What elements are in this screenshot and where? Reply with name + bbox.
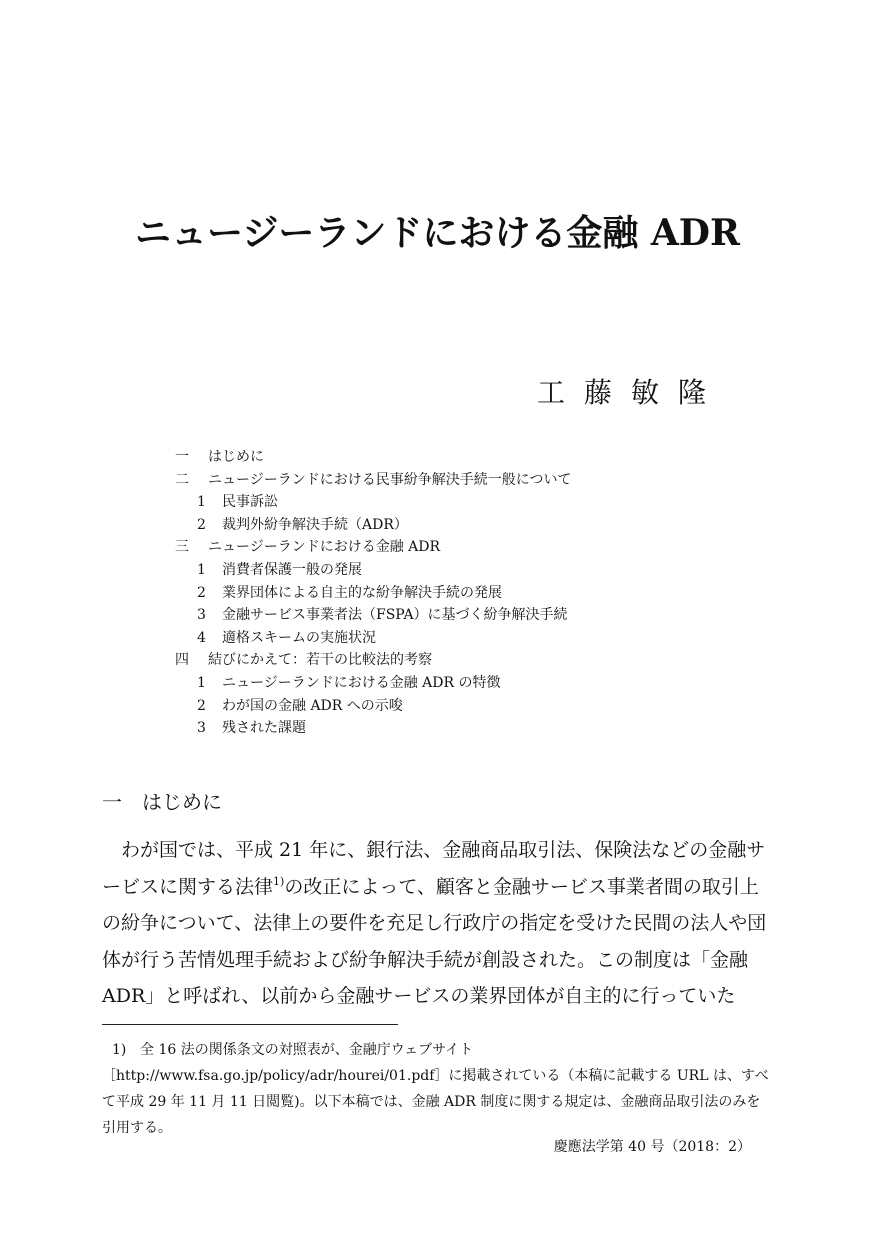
footnote — [102, 1037, 774, 1141]
toc-subentry — [175, 695, 775, 718]
toc-label: 残された課題 — [222, 720, 306, 737]
body-paragraph — [102, 832, 772, 1015]
paper-title: ニュージーランドにおける金融 ADR — [135, 212, 740, 254]
toc-number: 3 — [197, 720, 206, 737]
toc-entry — [175, 469, 775, 492]
toc-number: 一 — [175, 449, 189, 465]
body-text — [102, 832, 772, 1015]
table-of-contents — [175, 446, 775, 740]
section-number: 一 — [102, 790, 122, 814]
toc-label: ニュージーランドにおける金融 ADR — [208, 539, 441, 556]
toc-label: ニュージーランドにおける金融 ADR の特徴 — [222, 674, 501, 691]
toc-subentry — [175, 672, 775, 695]
toc-entry — [175, 446, 775, 469]
toc-number: 3 — [197, 607, 206, 624]
toc-subentry — [175, 582, 775, 605]
toc-number: 二 — [175, 471, 189, 488]
toc-label: はじめに — [208, 449, 264, 465]
toc-label: ニュージーランドにおける民事紛争解決手続一般について — [208, 471, 572, 488]
toc-entry — [175, 649, 775, 672]
toc-number: 1 — [197, 674, 206, 691]
toc-number: 4 — [197, 629, 206, 646]
toc-number: 四 — [175, 652, 189, 669]
toc-label: 業界団体による自主的な紛争解決手続の発展 — [222, 584, 502, 601]
toc-subentry — [175, 604, 775, 627]
footnote-divider — [102, 1024, 398, 1025]
toc-subentry — [175, 491, 775, 514]
toc-number: 1 — [197, 561, 206, 578]
toc-entry — [175, 536, 775, 559]
author-name: 工藤敏隆 — [536, 376, 725, 409]
footnote-label: 1) — [112, 1042, 127, 1058]
toc-number: 2 — [197, 697, 206, 714]
toc-label: 結びにかえて：若干の比較法的考察 — [208, 652, 432, 669]
toc-number: 1 — [197, 494, 206, 511]
toc-label: 裁判外紛争解決手続（ADR） — [222, 516, 408, 533]
toc-label: 適格スキームの実施状況 — [222, 629, 376, 646]
toc-label: 消費者保護一般の発展 — [222, 561, 362, 578]
toc-label: 民事訴訟 — [222, 494, 278, 511]
body-text-part: の改正によって、顧客と金融サービス事業者間の取引上の紛争について、法律上の要件を充足し行政庁の指定を受けた民間の法人や団体が行う苦情処理手続および紛争解決手続が創設された。この制度は「金融 ADR」と呼ばれ、以前から金融サービスの業界団体が自主的に行っていた — [102, 875, 767, 1007]
toc-number: 2 — [197, 584, 206, 601]
toc-number: 2 — [197, 516, 206, 533]
toc-subentry — [175, 559, 775, 582]
toc-subentry — [175, 717, 775, 740]
body-text-part: わが国では、平成 21 年に、銀行法、金融商品取引法、保険法などの金融サービスに関する法律 — [102, 839, 766, 898]
toc-subentry — [175, 514, 775, 537]
toc-label: わが国の金融 ADR への示唆 — [222, 697, 403, 714]
journal-footer: 慶應法学第 40 号（2018：2） — [553, 1139, 751, 1155]
toc-subentry — [175, 627, 775, 650]
section-heading — [102, 786, 222, 815]
footnote-text: 全 16 法の関係条文の対照表が、金融庁ウェブサイト［http://www.fsa.go.jp/policy/adr/hourei/01.pdf］に掲載されている（本稿に記載する URL は、すべて平成 29 年 11 月 11 日閲覧)。以下本稿では、金融 ADR 制度に関する規定は、金融商品取引法のみを引用する。 — [102, 1042, 769, 1136]
footnote-reference: 1) — [273, 874, 285, 888]
toc-number: 三 — [175, 539, 189, 556]
toc-label: 金融サービス事業者法（FSPA）に基づく紛争解決手続 — [222, 607, 568, 624]
section-title: はじめに — [142, 790, 222, 814]
